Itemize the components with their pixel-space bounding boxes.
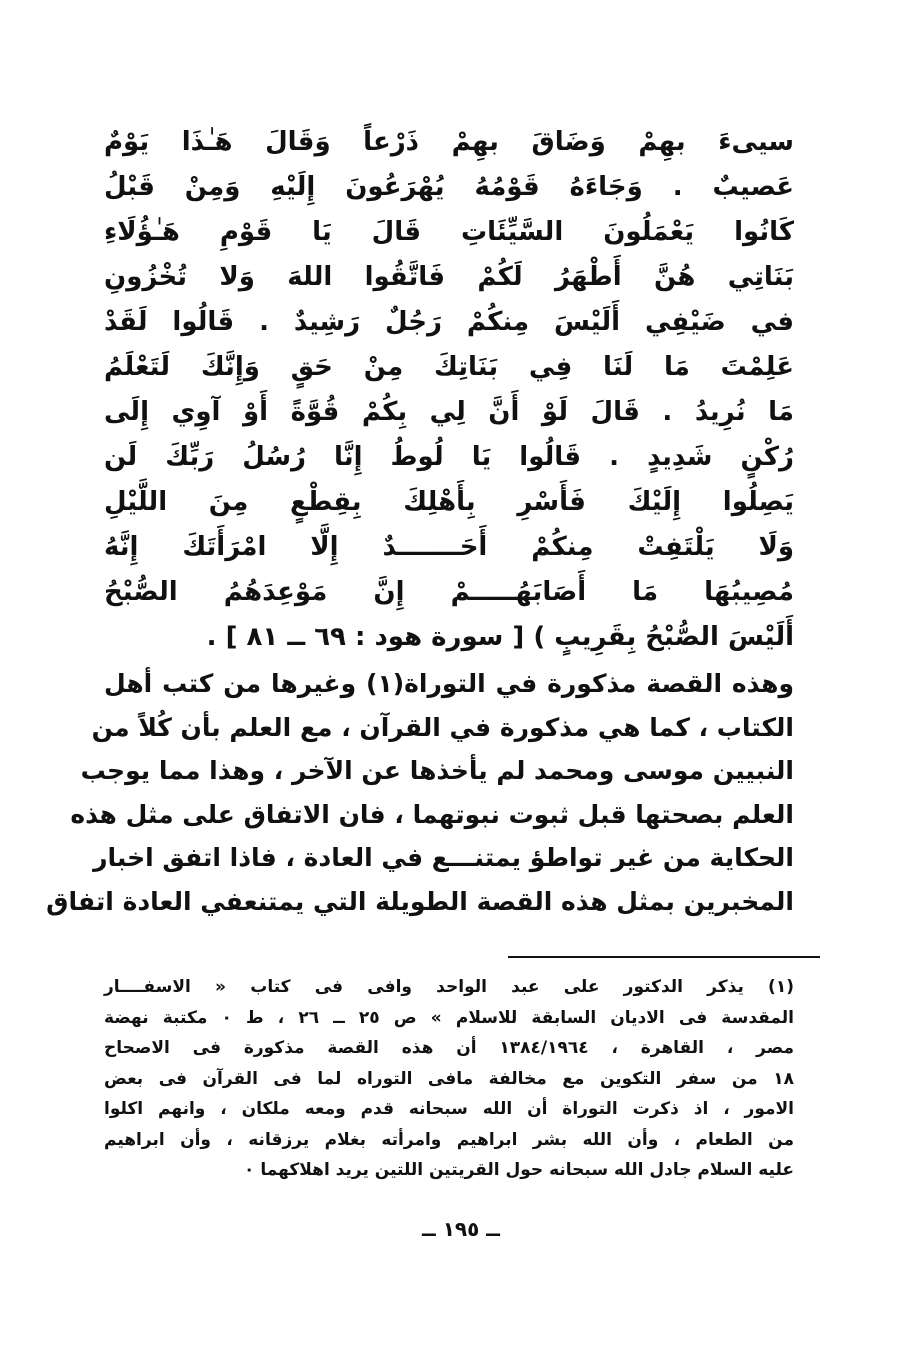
quran-line: رُكْنٍ شَدِيدٍ . قَالُوا يَا لُوطُ إِنَّا رُسُلُ رَبِّكَ لَن [104, 442, 794, 472]
quran-line: كَانُوا يَعْمَلُونَ السَّيِّئَاتِ قَالَ يَا قَوْمِ هَـٰؤُلَاءِ [104, 217, 794, 247]
body-line: النبيين موسى ومحمد لم يأخذها عن الآخر ، وهذا مما يوجب [80, 756, 794, 785]
quran-line: أَلَيْسَ الصُّبْحُ بِقَرِيبٍ ) [ سورة هود : ٦٩ ــ ٨١ ] . [206, 622, 794, 652]
footnote-line: ١٨ من سفر التكوين مع مخالفة مافى التوراه لما فى القرآن فى بعض [104, 1068, 794, 1089]
body-line: وهذه القصة مذكورة في التوراة(١) وغيرها من كتب أهل [104, 669, 794, 698]
quran-line: مَا نُرِيدُ . قَالَ لَوْ أَنَّ لِي بِكُمْ قُوَّةً أَوْ آوِي إِلَى [104, 397, 794, 427]
footnote-line: عليه السلام جادل الله سبحانه حول القريتين اللتين يريد اهلاكهما ٠ [244, 1160, 794, 1180]
quran-line: سيىءَ بهِمْ وَضَاقَ بهِمْ ذَرْعاً وَقَالَ هَـٰذَا يَوْمٌ [104, 127, 794, 157]
body-line: العلم بصحتها قبل ثبوت نبوتهما ، فان الاتفاق على مثل هذه [70, 799, 794, 829]
quran-line: في ضَيْفِي أَلَيْسَ مِنكُمْ رَجُلٌ رَشِيدٌ . قَالُوا لَقَدْ [104, 307, 794, 337]
quran-line: عَصيبٌ . وَجَاءَهُ قَوْمُهُ يُهْرَعُونَ إِلَيْهِ وَمِنْ قَبْلُ [104, 172, 794, 202]
quran-line: مُصِيبُهَا مَا أَصَابَهُـــــمْ إِنَّ مَوْعِدَهُمُ الصُّبْحُ [104, 577, 794, 607]
footnote-divider [508, 956, 820, 958]
footnote-line: المقدسة فى الاديان السابقة للاسلام » ص ٢٥ ــ ٢٦ ، ط ٠ مكتبة نهضة [104, 1007, 794, 1028]
quran-line: بَنَاتِي هُنَّ أَطْهَرُ لَكُمْ فَاتَّقُوا اللهَ وَلا تُخْزُونِ [104, 262, 794, 292]
footnote [104, 972, 794, 1186]
footnote-line: من الطعام ، وأن الله بشر ابراهيم وامرأته بغلام يرزقانه ، وأن ابراهيم [104, 1129, 794, 1150]
body-paragraph [46, 662, 794, 923]
body-line: المخبرين بمثل هذه القصة الطويلة التي يمتنعفي العادة اتفاق [46, 886, 794, 916]
footnote-line: مصر ، القاهرة ، ١٣٨٤/١٩٦٤ أن هذه القصة مذكورة فى الاصحاح [104, 1038, 794, 1058]
quran-passage [104, 120, 794, 660]
footnote-line: الامور ، اذ ذكرت التوراة أن الله سبحانه قدم ومعه ملكان ، وانهم اكلوا [104, 1099, 794, 1119]
quran-line: عَلِمْتَ مَا لَنَا فِي بَنَاتِكَ مِنْ حَقٍ وَإِنَّكَ لَتَعْلَمُ [104, 352, 794, 382]
body-line: الحكاية من غير تواطؤ يمتنـــع في العادة ، فاذا اتفق اخبار [93, 843, 794, 872]
quran-line: وَلَا يَلْتَفِتْ مِنكُمْ أَحَـــــــدٌ إِلَّا امْرَأَتَكَ إِنَّهُ [104, 532, 794, 562]
page-number: ــ ١٩٥ ــ [422, 1217, 500, 1241]
body-line: الكتاب ، كما هي مذكورة في القرآن ، مع العلم بأن كُلاً من [91, 712, 794, 742]
footnote-line: (١) يذكر الدكتور على عبد الواحد وافى فى كتاب « الاسفــــار [104, 977, 794, 997]
quran-line: يَصِلُوا إِلَيْكَ فَأَسْرِ بِأَهْلِكَ بِقِطْعٍ مِنَ اللَّيْلِ [104, 487, 794, 517]
